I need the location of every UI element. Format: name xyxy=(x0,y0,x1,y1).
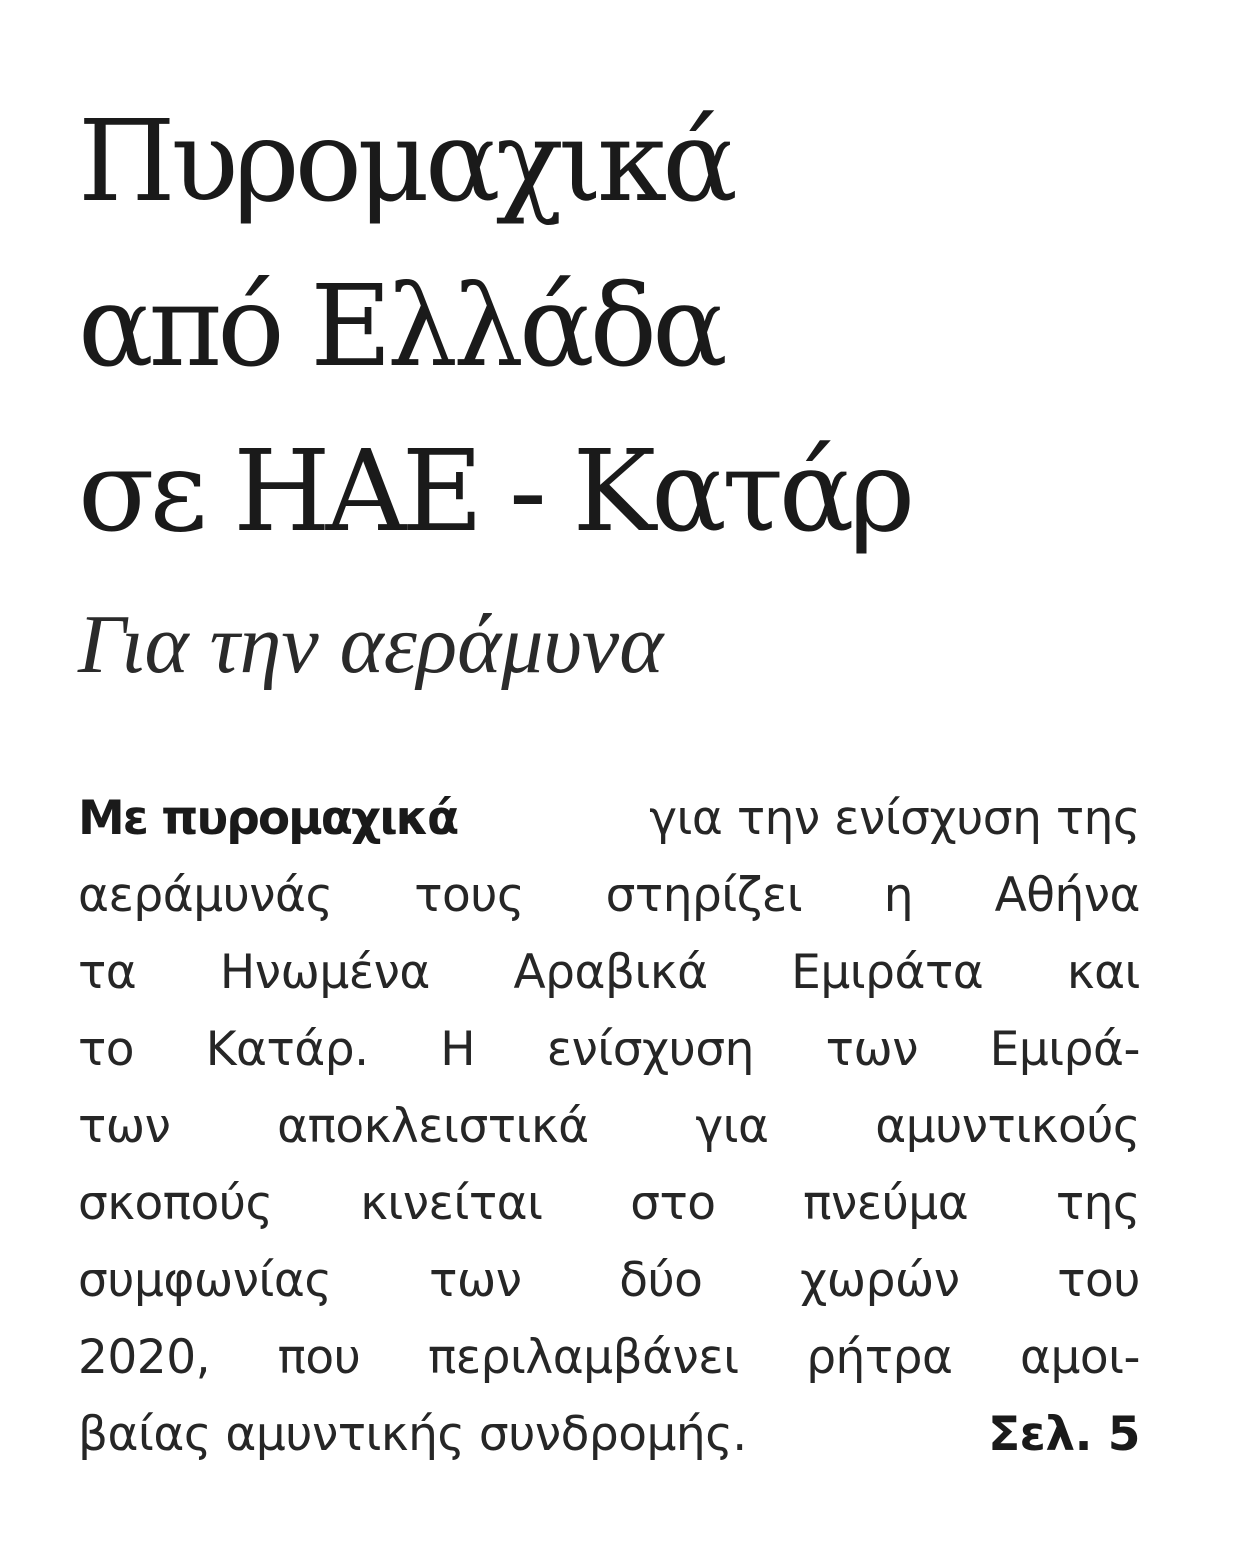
word: αεράμυνάς xyxy=(78,868,333,923)
body-line-9 xyxy=(78,1396,1140,1473)
article xyxy=(78,0,1158,1562)
subheadline: Για την αεράμυνα xyxy=(78,598,664,691)
word: της xyxy=(1055,1176,1140,1231)
word: τους xyxy=(414,868,525,923)
headline xyxy=(78,80,910,575)
headline-line-2: από Ελλάδα xyxy=(78,262,723,392)
body-line-2 xyxy=(78,857,1140,934)
body-line-text xyxy=(78,1242,1140,1319)
word: Κατάρ. xyxy=(205,1022,369,1077)
article-body xyxy=(78,780,1140,1473)
word: των xyxy=(78,1099,171,1154)
word: ενίσχυση xyxy=(546,1022,754,1077)
word: των xyxy=(825,1022,919,1077)
body-line-text: βαίας αμυντικής συνδρομής. xyxy=(78,1407,747,1462)
word: το xyxy=(78,1022,135,1077)
word: στηρίζει xyxy=(605,868,803,923)
page-reference: Σελ. 5 xyxy=(988,1407,1140,1462)
word: αμυντικούς xyxy=(875,1099,1140,1154)
word: χωρών xyxy=(800,1253,960,1308)
body-line-6 xyxy=(78,1165,1140,1242)
body-line-text xyxy=(78,1319,1140,1396)
word: περιλαμβάνει xyxy=(427,1330,739,1385)
body-line-4 xyxy=(78,1011,1140,1088)
word: αμοι- xyxy=(1019,1330,1140,1385)
word: τα xyxy=(78,945,137,1000)
word: για xyxy=(695,1099,769,1154)
body-line-7 xyxy=(78,1242,1140,1319)
word: και xyxy=(1066,945,1140,1000)
word: των xyxy=(429,1253,522,1308)
word: συμφωνίας xyxy=(78,1253,332,1308)
word: πνεύμα xyxy=(803,1176,969,1231)
word: ρήτρα xyxy=(806,1330,953,1385)
word: Εμιρά- xyxy=(989,1022,1140,1077)
word: κινείται xyxy=(360,1176,543,1231)
headline-line-3: σε ΗΑΕ - Κατάρ xyxy=(78,427,911,557)
body-line-8 xyxy=(78,1319,1140,1396)
word: σκοπούς xyxy=(78,1176,273,1231)
word: Αραβικά xyxy=(513,945,708,1000)
word: στο xyxy=(630,1176,716,1231)
body-line-3 xyxy=(78,934,1140,1011)
word: Η xyxy=(440,1022,476,1077)
word: δύο xyxy=(619,1253,703,1308)
headline-line-1: Πυρομαχικά xyxy=(78,97,733,227)
word: του xyxy=(1057,1253,1140,1308)
word: Εμιράτα xyxy=(791,945,984,1000)
body-line-text xyxy=(78,1011,1140,1088)
word: Ηνωμένα xyxy=(219,945,430,1000)
body-line-text xyxy=(78,1088,1140,1165)
body-line-text: για την ενίσχυση της xyxy=(649,791,1140,846)
lead-text: Με πυρομαχικά xyxy=(78,791,458,846)
word: αποκλειστικά xyxy=(277,1099,589,1154)
body-line-text xyxy=(78,934,1140,1011)
word: η xyxy=(883,868,913,923)
body-line-text xyxy=(78,857,1140,934)
body-line-1 xyxy=(78,780,1140,857)
word: που xyxy=(277,1330,361,1385)
word: Αθήνα xyxy=(994,868,1140,923)
body-line-5 xyxy=(78,1088,1140,1165)
word: 2020, xyxy=(78,1330,211,1385)
body-line-text xyxy=(78,1165,1140,1242)
